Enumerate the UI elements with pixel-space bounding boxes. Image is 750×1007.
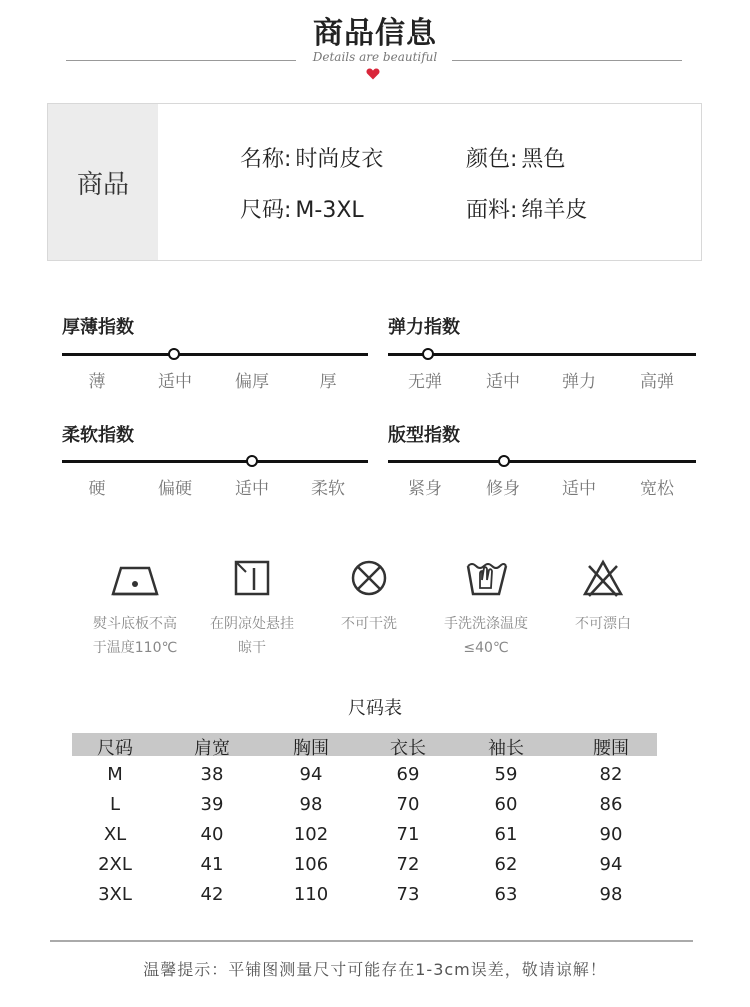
table-cell: 38 xyxy=(200,764,224,785)
table-cell: 72 xyxy=(396,854,420,875)
no-bleach-icon xyxy=(581,558,625,598)
care-hand-wash xyxy=(426,558,546,660)
softness-index-marker xyxy=(246,455,258,467)
footer-divider xyxy=(50,940,693,942)
care-no-bleach-line-1: 不可漂白 xyxy=(575,616,631,632)
header-subtitle: Details are beautiful xyxy=(312,50,438,64)
size-header-size: 尺码 xyxy=(97,738,133,759)
care-line-dry-line-2: 晾干 xyxy=(238,640,266,656)
care-no-dry-clean-line-1: 不可干洗 xyxy=(341,616,397,632)
elasticity-label-1: 无弹 xyxy=(408,372,442,392)
table-cell: 73 xyxy=(396,884,420,905)
table-cell: XL xyxy=(103,824,127,845)
table-cell: 94 xyxy=(599,854,623,875)
table-cell: 41 xyxy=(200,854,224,875)
softness-label-2: 偏硬 xyxy=(158,479,192,499)
fit-label-1: 紧身 xyxy=(408,479,442,499)
care-hand-wash-line-1: 手洗洗涤温度 xyxy=(444,616,528,632)
size-header-sleeve: 袖长 xyxy=(488,738,524,759)
care-line-dry xyxy=(192,558,312,660)
care-no-bleach xyxy=(543,558,663,636)
table-cell: 70 xyxy=(396,794,420,815)
care-hand-wash-line-2: ≤40℃ xyxy=(463,640,509,656)
elasticity-label-4: 高弹 xyxy=(640,372,674,392)
page-title: 商品信息 xyxy=(313,16,437,51)
table-cell: 59 xyxy=(494,764,518,785)
thickness-index-marker xyxy=(168,348,180,360)
thickness-label-4: 厚 xyxy=(319,372,337,392)
elasticity-label-3: 弹力 xyxy=(562,372,596,392)
fit-label-4: 宽松 xyxy=(640,479,674,499)
elasticity-index-track xyxy=(388,353,696,356)
care-no-dry-clean xyxy=(309,558,429,636)
iron-icon xyxy=(109,560,161,598)
table-cell: 102 xyxy=(293,824,329,845)
table-cell: 90 xyxy=(599,824,623,845)
thickness-label-3: 偏厚 xyxy=(235,372,269,392)
elasticity-label-2: 适中 xyxy=(486,372,520,392)
thickness-index-track xyxy=(62,353,368,356)
table-cell: 106 xyxy=(293,854,329,875)
thickness-label-2: 适中 xyxy=(158,372,192,392)
fit-index-track xyxy=(388,460,696,463)
size-header-length: 衣长 xyxy=(390,738,426,759)
table-cell: 62 xyxy=(494,854,518,875)
thickness-label-1: 薄 xyxy=(88,372,106,392)
product-fabric-value: 绵羊皮 xyxy=(521,198,588,223)
table-cell: 86 xyxy=(599,794,623,815)
line-dry-shade-icon xyxy=(232,558,272,598)
product-size xyxy=(240,193,364,224)
size-header-chest: 胸围 xyxy=(293,738,329,759)
table-cell: 3XL xyxy=(98,884,132,905)
product-section-label: 商品 xyxy=(48,104,158,260)
product-name xyxy=(240,142,383,173)
table-cell: 40 xyxy=(200,824,224,845)
table-cell: 98 xyxy=(599,884,623,905)
heart-icon xyxy=(366,68,380,80)
product-color-label: 颜色: xyxy=(466,147,518,172)
footer-tip: 温馨提示：平铺图测量尺寸可能存在1-3cm误差，敬请谅解！ xyxy=(143,960,607,979)
softness-index-track xyxy=(62,460,368,463)
product-fabric xyxy=(466,193,587,224)
fit-label-3: 适中 xyxy=(562,479,596,499)
product-name-value: 时尚皮衣 xyxy=(295,147,384,172)
product-size-label: 尺码: xyxy=(240,198,292,223)
fit-label-2: 修身 xyxy=(486,479,520,499)
table-cell: 98 xyxy=(299,794,323,815)
table-cell: 61 xyxy=(494,824,518,845)
softness-label-3: 适中 xyxy=(235,479,269,499)
fit-index-title: 版型指数 xyxy=(388,425,460,446)
size-table-title: 尺码表 xyxy=(348,698,402,719)
care-iron-line-1: 熨斗底板不高 xyxy=(93,616,177,632)
care-iron xyxy=(75,560,195,660)
table-cell: L xyxy=(109,794,121,815)
size-table-header-bar xyxy=(72,733,657,756)
softness-index-title: 柔软指数 xyxy=(62,425,134,446)
table-cell: 69 xyxy=(396,764,420,785)
table-cell: 110 xyxy=(293,884,329,905)
care-iron-line-2: 于温度110℃ xyxy=(92,640,178,656)
product-color xyxy=(466,142,565,173)
table-cell: 42 xyxy=(200,884,224,905)
table-cell: 94 xyxy=(299,764,323,785)
softness-label-1: 硬 xyxy=(88,479,106,499)
product-name-label: 名称: xyxy=(240,147,292,172)
size-header-waist: 腰围 xyxy=(593,738,629,759)
table-cell: 60 xyxy=(494,794,518,815)
softness-label-4: 柔软 xyxy=(311,479,345,499)
hand-wash-icon xyxy=(464,558,508,598)
fit-index-marker xyxy=(498,455,510,467)
elasticity-index-title: 弹力指数 xyxy=(388,317,460,338)
thickness-index-title: 厚薄指数 xyxy=(62,317,134,338)
table-cell: 71 xyxy=(396,824,420,845)
product-color-value: 黑色 xyxy=(521,147,566,172)
care-line-dry-line-1: 在阴凉处悬挂 xyxy=(210,616,294,632)
table-cell: 39 xyxy=(200,794,224,815)
table-cell: 2XL xyxy=(98,854,132,875)
product-fabric-label: 面料: xyxy=(466,198,518,223)
elasticity-index-marker xyxy=(422,348,434,360)
no-dry-clean-icon xyxy=(349,558,389,598)
table-cell: M xyxy=(107,764,123,785)
size-header-shoulder: 肩宽 xyxy=(194,738,230,759)
table-cell: 63 xyxy=(494,884,518,905)
product-size-value: M-3XL xyxy=(295,198,364,223)
product-info-box xyxy=(47,103,702,261)
table-cell: 82 xyxy=(599,764,623,785)
